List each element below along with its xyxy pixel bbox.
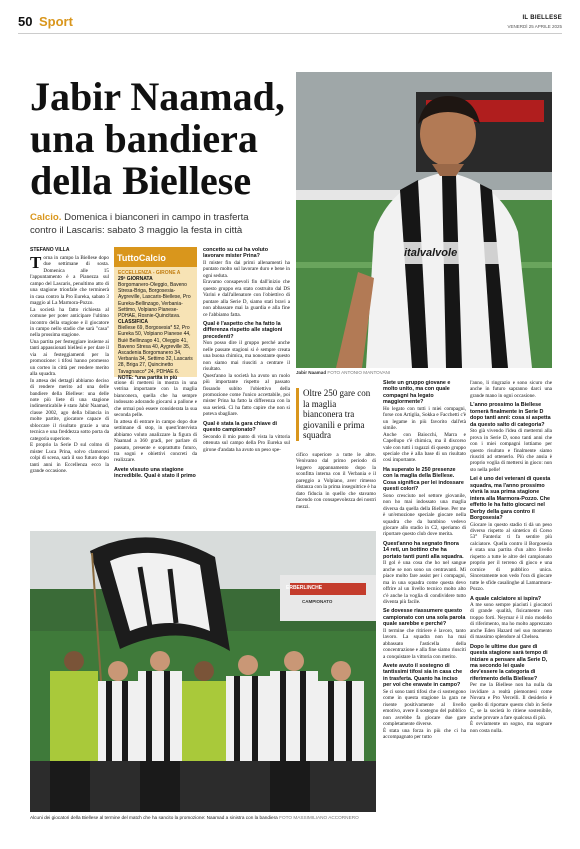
sidebar-round: 29ª GIORNATA (118, 276, 153, 282)
question-9: L'anno prossimo la Biellese tornerà finalmente in Serie D dopo tanti anni: cosa si aspetta da questo salto di categoria? (470, 402, 551, 428)
caption-text: Alcuni dei giocatori della Biellese al termine del match che ha sancito la promozione: Naamad a sinistra con la bandiera (30, 815, 278, 820)
answer-1: Il mister fin dai primi allenamenti ha puntato molto sul lavorare duro e bene in ogni seduta. Eravamo consapevoli fin dall'inizio che questo gruppo era stato costruito dal DS Varini e dall'allenatore con l'obiettivo di puntare alla Serie D, siamo stati bravi a non abbassare mai la guardia e alla fine ce l'abbiamo fatta. (203, 259, 290, 318)
question-10: Lei è uno dei veterani di questa squadra, ma l'anno prossimo vivrà la sua prima stagione intera alla Marmora-Pozzo. Che effetto le ha fatto giocarci nel Derby della gara contro il Borgosesia? (470, 476, 551, 522)
question-11: A quale calciatore si ispira? (470, 595, 542, 602)
photo-credit-name: Jabir Naamad (296, 370, 327, 375)
headline-line-3: della Biellese (30, 158, 252, 203)
column-2 (114, 380, 197, 480)
question-1: Avete vissuto una stagione incredibile. Qual è stato il primo (114, 466, 196, 480)
paper-name: IL BIELLESE (522, 15, 562, 21)
sidebar-results: Borgomanero-Oleggio, Baveno Stresa-Briga, Borgosesia-Aygreville, Lascaris-Biellese, Pro Eureka-Bellinzago, Verbania-Settimo, Volpiano Pianese-PDHAE, Rosnie-Quincitava. (118, 282, 191, 320)
answer-12: Per me la Biellese non ha nulla da invidiare a realtà piemontesi come Novara e Pro Vercelli. Il desiderio è quello di riportare questo club in Serie C, se la società lo ritiene sostenibile, anche provare a fare qualcosa di più. È ovviamente un sogno, ma sognare non costa nulla. (470, 682, 552, 734)
sidebar-league: ECCELLENZA - GIRONE A (118, 270, 181, 276)
answer-11: A me sono sempre piaciuti i giocatori di grande qualità, fisicamente non troppo forti. Neymar è il mio modello di riferimento, ma ho molto apprezzato anche Eden Hazard nel suo momento di massimo splendore al Chelsea. (470, 601, 552, 641)
page-number: 50 (18, 14, 33, 29)
answer-4: Ho legato con tutti i miei compagni, forse con Artiglia, Sokka e Facchetti c'è un legame in più favorito dall'età simile. Anche con Baiocchi, Marra e Capellupo c'è chimica, ma il discorso vale con tutti i ragazzi di questo gruppo speciale che è alla base di un risultato così importante. (383, 405, 466, 464)
team-photo-graphic (30, 531, 376, 812)
team-photo (30, 531, 376, 812)
photo-credit (296, 370, 552, 375)
subhead-line-2: contro il Lascaris: sabato 3 maggio la festa in città (30, 224, 243, 236)
column-3 (203, 247, 290, 453)
column-5 (383, 380, 466, 740)
banner-text: ERBERLINCHE (286, 585, 323, 591)
question-6: Quest'anno ha segnato finora 14 reti, un bottino che ha portato tanti punti alla squadra. (383, 540, 464, 560)
question-8: Avete avuto il sostegno di tantissimi tifosi sia in casa che in trasferta. Quanto ha inciso per voi che eravate in campo? (383, 663, 463, 689)
column-1 (30, 247, 109, 474)
sidebar-title-bar (114, 247, 197, 267)
player-photo-graphic (296, 72, 552, 368)
subhead-line-1: Domenica i bianconeri in campo in trasferta (64, 212, 249, 223)
issue-date: VENERDÌ 25 APRILE 2025 (507, 24, 562, 29)
page-header (18, 14, 562, 34)
question-5: Ha superato le 250 presenze con la maglia della Biellese. Cosa significa per lei indossare questi colori? (383, 466, 464, 493)
col4-text: cifico superiore a tutte le altre. Venivamo dal primo periodo di leggero appannamento dopo la sconfitta interna con il Verbania e il pareggio a Volpiano, aver rimesso distanza con la prima inseguitrice è ha dato fiducia in quello che stavamo facendo con consapevolezza dei nostri mezzi. (296, 452, 376, 510)
pullquote (296, 388, 376, 441)
question-7: Se dovesse riassumere questo campionato con una sola parola quale sarebbe e perché? (383, 608, 466, 628)
section-label: Sport (39, 14, 73, 29)
answer-10: Giocare in questo stadio ti dà un peso diverso rispetto al sintetico di Corso 53° Fanteria: ti fa sentire più calciatore. Quella contro il Borgosesia è stata una partita d'un altro livello rispetto a tutte le altre del campionato proprio per il terreno di gioco e una cornice di pubblico unica. Sinceramente non vedo l'ora di giocare tutte le sfide casalinghe al Lamarmora-Pozzo. (470, 521, 552, 593)
sidebar-table: Biellese 69, Borgosesia* 52, Pro Eureka 50, Volpiano Pianese 44, Buié Bellinzago 41, Oleggio 41, Baveno Stresa 40, Aygreville 35, Ascadenia Borgomanero 34, Verbania 34, Settimo 32, Lascaris 28, Briga 27, Quincinetto Tavagnasco* 24, PDHAE 6. (118, 325, 193, 375)
byline: STEFANO VILLA (30, 247, 70, 253)
team-photo-caption (30, 815, 380, 821)
question-1-cont: concetto su cui ha voluto lavorare mister Prina? (203, 247, 268, 260)
answer-8: Se ci sono tanti tifosi che ci sostengono come in questa stagione la gara ne risente positivamente al livello emotivo, avere il sostegno del pubblico non avrebbe fa giocare due gare completamente diverse. È stata una forza in più che ci ha accompagnato per tutto (383, 688, 466, 741)
question-3: Qual è stata la gara chiave di questo campionato? (203, 420, 278, 434)
pullquote-text: Oltre 250 gare con la maglia bianconera tra giovanili e prima squadra (303, 388, 371, 440)
answer-6: Il gol è una cosa che ho nel sangue anche se non sono un centravanti. Mi piace molto fare assist per i compagni, ma in una squadra come questa devo offrire al un livello tecnico molto alto c'è anche la voglia di condividere tutto diventa più facile. (383, 560, 466, 605)
answer-5: Sono cresciuto nel settore giovanile, non ho mai indossato una maglia diversa da quella della Biellese. Per me è un'emozione speciale giocare nella squadra che da bambino vedevo giocare allo stadio in C2, speriamo di riportare questo club dove merita. (383, 492, 466, 538)
answer-9: Sto già vivendo l'idea di mettermi alla prova in Serie D, sono tanti anni che con i miei compagni lottiamo per questo risultato e finalmente siamo riusciti ad ottenerlo. Più che ansia è proprio voglia di mettersi in gioco: non sto nella pelle! (470, 428, 552, 473)
jersey-sponsor: italvalvole (404, 247, 458, 259)
answer-3: Secondo il mio punto di vista la vittoria ottenuta sul campo della Pro Eureka sul girone d'andata ha avuto un peso spe- (203, 433, 290, 453)
question-4: Siete un gruppo giovane e molto unito, ma con quale compagni ha legato maggiormente? (383, 380, 451, 406)
subhead (30, 212, 292, 237)
headline-line-2: una bandiera (30, 116, 258, 161)
column-6 (470, 380, 552, 734)
answer-2: Non posso dire il gruppo perché anche nelle passate stagioni si è sempre creata una buona chimica, ma nonostante questo non siamo mai riusciti a centrare il risultato. Quest'anno la società ha avuto un ruolo più importante rispetto al passato fissando subito l'obiettivo della promozione come l'unico accettabile, poi mister Prina ha fatto la differenza con la sua serietà. Ci ha fatto capire che non si poteva sbagliare. (203, 340, 290, 418)
sidebar-classifica: CLASSIFICA (118, 319, 148, 326)
photo-credit-source: FOTO ANTONIO MANTOVANI (327, 370, 391, 375)
answer-7: Il termine che ritiriere è lavoro, tanto lavoro. La squadra non ha mai abbassato l'asticella della concentrazione e alla fine siamo riusciti a conquistare la vittoria con merito. (383, 627, 466, 660)
player-photo (296, 72, 552, 368)
caption-credit: FOTO MASSIMILIANO ACCORNERO (279, 815, 359, 820)
question-12: Dopo le ultime due gare di questa stagione sarà tempo di iniziare a pensare alla Serie D, ma secondo lei quale dev'essere la categoria di riferimento della Biellese? (470, 643, 548, 682)
sidebar-box (114, 247, 197, 381)
sidebar-title: TuttoCalcio (117, 253, 166, 263)
sidebar-note: NOTE: *una partita in più (118, 374, 178, 381)
column-4 (296, 452, 376, 510)
answer-8-cont: l'anno, li ringrazio e sono sicuro che anche in futuro sapranno darci una grande mano in ogni occasione. (470, 380, 552, 399)
col2-text: stione di mettersi in mostra in una vetrina importante con la maglia bianconera, quella che ha sempre indossato adorando giocarsi a pallone e che ormai può essere considerata la sua seconda pelle. In attesa di entrare in campo dopo due settimane di stop, in quest'intervista abbiamo voluto analizzare la figura di Naamad a 360 gradi, per parlare di passato, presente e soprattutto futuro, tra sogni e obiettivi concreti da realizzare. (114, 380, 197, 464)
question-2: Qual è l'aspetto che ha fatto la differenza rispetto alle stagioni precedenti? (203, 320, 283, 340)
kicker: Calcio. (30, 212, 62, 223)
col1-text: orna in campo la Biellese dopo due settimane di sosta. Domenica alle 15 l'appuntamento è a Pianezza sul campo del Lascaris, penultimo atto di una stagione trionfale che terminerà in casa contro la Pro Eureka, sabato 3 maggio al La Marmora-Pozzo. La società ha fatto richiesta al comune per poter anticipare l'ultimo incontro della stagione e il giocatore in campo nello stadio che sarà "casa" nella prossima stagione. Una partita per festeggiare insieme ai tanti appassionati biellesi e per dare il via ai festeggiamenti per la promozione: i tifosi hanno promesso un corteo in città per rendere merito alla squadra. In attesa dei dettagli abbiamo deciso di rendere merito ad una delle bandiere della Biellese: una delle note più liete di una stagione indimenticabile è stato Jabir Naamad, classe 2002, ago della bilancia in molte partite, giocatore capace di sbloccare il risultato grazie a una tecnica e una freddezza sotto porta da categoria superiore. E proprio la Serie D sul colmo di mister Luca Prina, solvo clamorosi colpi di scena, sarà il suo futuro dopo tanti anni in Eccellenza ecco la grande occasione. (30, 255, 109, 474)
headline (30, 76, 290, 202)
col1-body: Torna in campo la Biellese dopo due settimane di sosta. Domenica alle 15 l'appuntamento è a Pianezza sul campo del Lascaris, penultimo atto di una stagione trionfale che terminerà in casa contro la Pro Eureka, sabato 3 maggio al La Marmora-Pozzo. La società ha fatto richiesta al comune per poter anticipare l'ultimo incontro della stagione e il giocatore in campo nello stadio che sarà "casa" nella prossima stagione. Una partita per festeggiare insieme ai tanti appassionati biellesi e per dare il via ai festeggiamenti per la promozione: i tifosi hanno promesso un corteo in città per rendere merito alla squadra. In attesa dei dettagli abbiamo deciso di rendere merito ad una delle bandiere della Biellese: una delle note più liete di una stagione indimenticabile è stato Jabir Naamad, classe 2002, ago della bilancia in molte partite, giocatore capace di sbloccare il risultato grazie a una tecnica e una freddezza sotto porta da categoria superiore. E proprio la Serie D sul colmo di mister Luca Prina, solvo clamorosi colpi di scena, sarà il suo futuro dopo tanti anni in Eccellenza ecco la grande occasione. (30, 253, 109, 474)
banner-subtext: CAMPIONATO (302, 599, 333, 604)
headline-line-1: Jabir Naamad, (30, 74, 285, 119)
